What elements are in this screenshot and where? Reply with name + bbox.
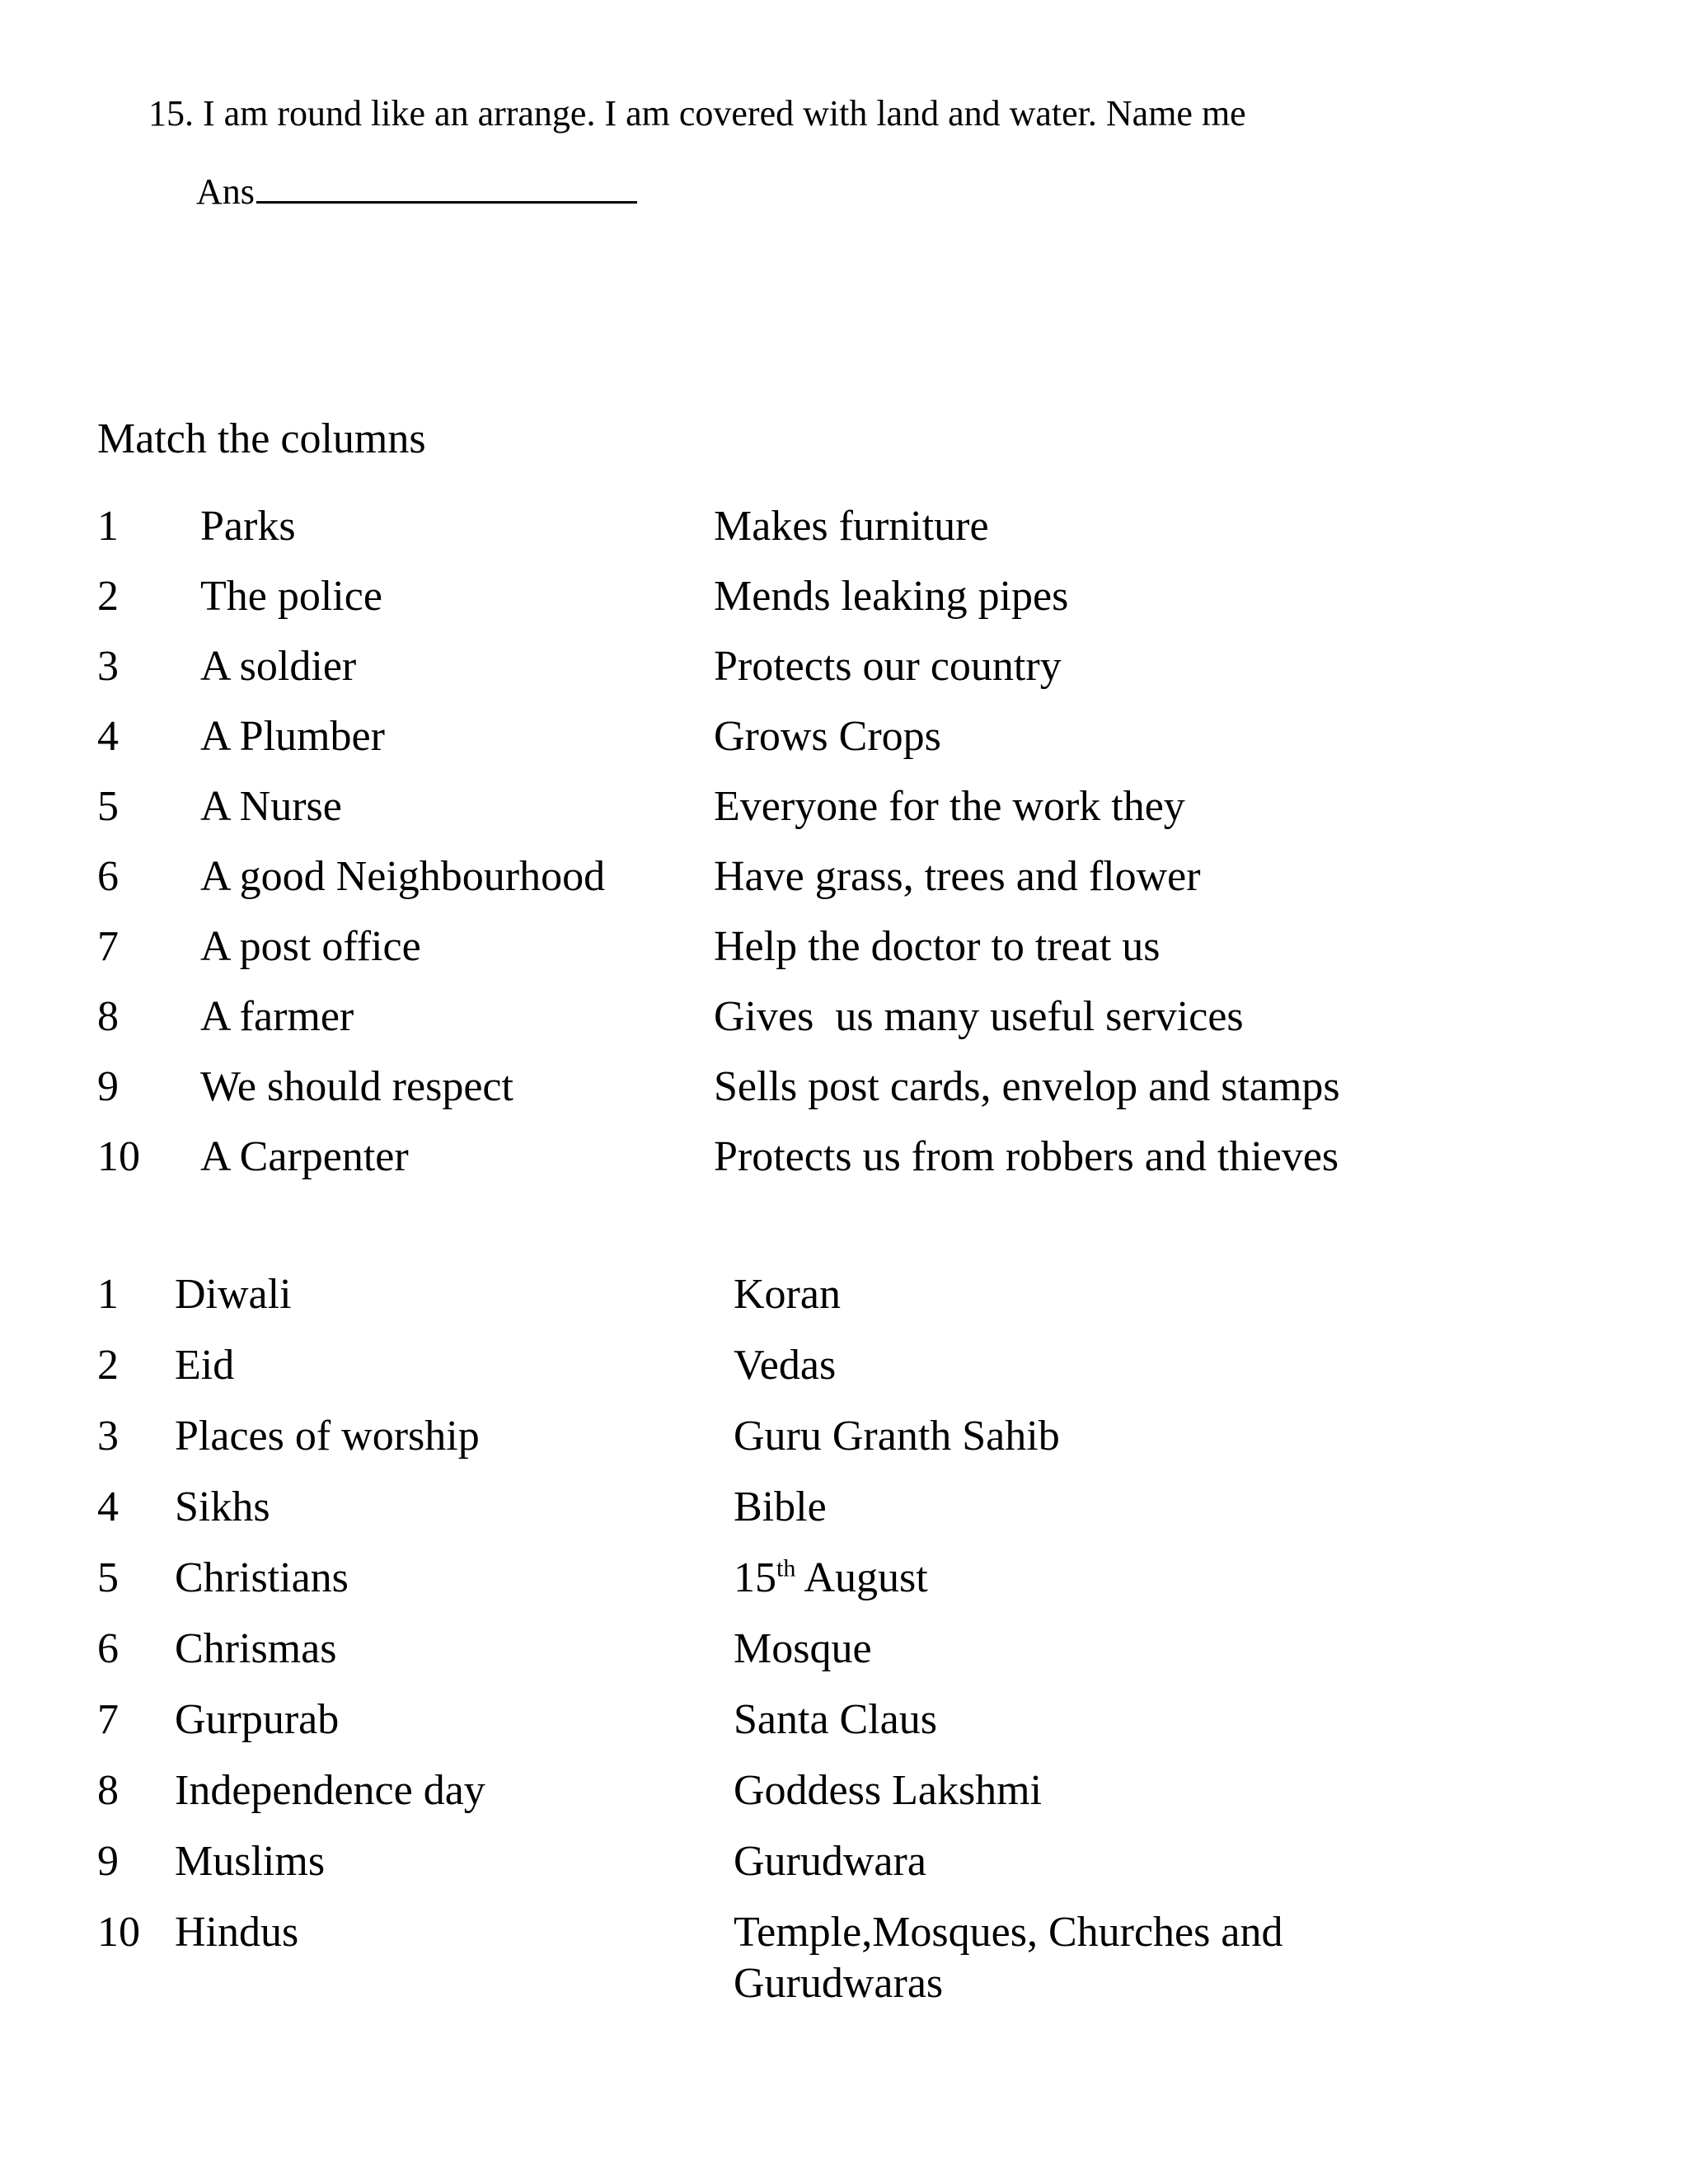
right-item: Mosque: [734, 1625, 872, 1672]
ordinal-suffix: th: [776, 1554, 796, 1582]
right-item: Koran: [734, 1271, 841, 1318]
left-item: Christians: [175, 1554, 349, 1601]
row-number: 10: [97, 1909, 140, 1956]
right-item: Have grass, trees and flower: [714, 853, 1201, 900]
left-item: The police: [200, 573, 382, 620]
right-item-continued: Gurudwaras: [734, 1960, 944, 2007]
row-number: 5: [97, 1554, 119, 1601]
row-number: 8: [97, 1767, 119, 1814]
row-number: 4: [97, 713, 119, 760]
section-title: Match the columns: [97, 415, 426, 462]
left-item: Sikhs: [175, 1483, 270, 1530]
right-item: Help the doctor to treat us: [714, 923, 1160, 970]
row-number: 4: [97, 1483, 119, 1530]
right-item: Grows Crops: [714, 713, 941, 760]
left-item: Places of worship: [175, 1413, 480, 1460]
row-number: 6: [97, 853, 119, 900]
left-item: Diwali: [175, 1271, 292, 1318]
left-item: A Carpenter: [200, 1133, 409, 1180]
right-item: Temple,Mosques, Churches and: [734, 1909, 1283, 1956]
row-number: 7: [97, 923, 119, 970]
left-item: Chrismas: [175, 1625, 337, 1672]
right-item: Mends leaking pipes: [714, 573, 1069, 620]
row-number: 9: [97, 1063, 119, 1110]
right-item: [734, 1553, 928, 1604]
left-item: Muslims: [175, 1838, 326, 1885]
right-item: Bible: [734, 1483, 827, 1530]
answer-blank-line[interactable]: [256, 173, 637, 204]
question-15: 15. I am round like an arrange. I am covered with land and water. Name me: [148, 93, 1246, 134]
left-item: We should respect: [200, 1063, 513, 1110]
left-item: A Plumber: [200, 713, 385, 760]
row-number: 10: [97, 1133, 140, 1180]
right-item: Santa Claus: [734, 1696, 937, 1743]
right-item: Goddess Lakshmi: [734, 1767, 1043, 1814]
left-item: A good Neighbourhood: [200, 853, 606, 900]
date-month: August: [795, 1554, 928, 1601]
right-item: Guru Granth Sahib: [734, 1413, 1060, 1460]
row-number: 2: [97, 573, 119, 620]
right-item: Vedas: [734, 1342, 837, 1389]
left-item: A farmer: [200, 993, 354, 1040]
left-item: Hindus: [175, 1909, 299, 1956]
row-number: 8: [97, 993, 119, 1040]
left-item: Gurpurab: [175, 1696, 340, 1743]
row-number: 3: [97, 643, 119, 690]
row-number: 5: [97, 783, 119, 830]
right-item: Gives us many useful services: [714, 993, 1244, 1040]
date-number: 15: [734, 1554, 776, 1601]
right-item: Everyone for the work they: [714, 783, 1185, 830]
left-item: Eid: [175, 1342, 235, 1389]
row-number: 9: [97, 1838, 119, 1885]
row-number: 1: [97, 503, 119, 550]
left-item: Independence day: [175, 1767, 485, 1814]
row-number: 1: [97, 1271, 119, 1318]
left-item: A soldier: [200, 643, 357, 690]
right-item: Gurudwara: [734, 1838, 926, 1885]
right-item: Protects us from robbers and thieves: [714, 1133, 1339, 1180]
row-number: 2: [97, 1342, 119, 1389]
row-number: 7: [97, 1696, 119, 1743]
row-number: 3: [97, 1413, 119, 1460]
answer-row: [196, 171, 637, 214]
left-item: A post office: [200, 923, 421, 970]
left-item: Parks: [200, 503, 296, 550]
left-item: A Nurse: [200, 783, 342, 830]
right-item: Makes furniture: [714, 503, 989, 550]
row-number: 6: [97, 1625, 119, 1672]
right-item: Protects our country: [714, 643, 1062, 690]
answer-label: Ans: [196, 171, 255, 212]
right-item: Sells post cards, envelop and stamps: [714, 1063, 1340, 1110]
